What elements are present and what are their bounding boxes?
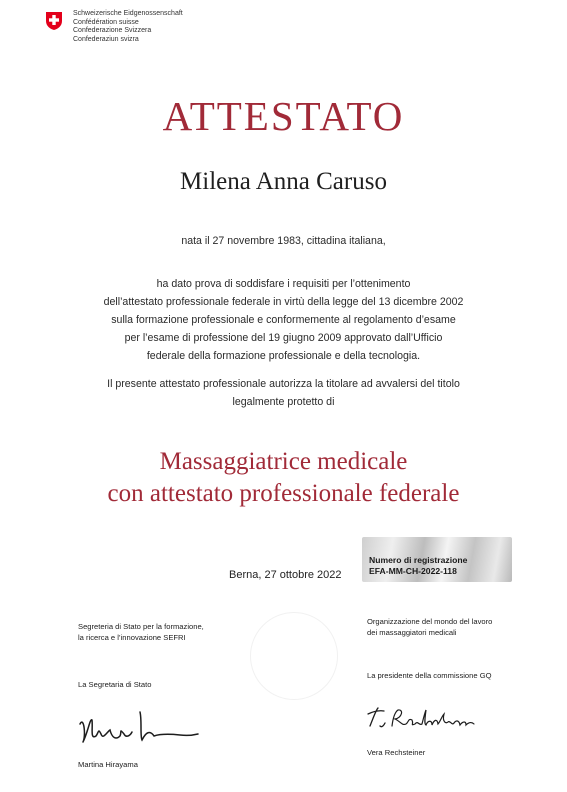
left-organization bbox=[78, 622, 204, 643]
registration-label: Numero di registrazione bbox=[369, 555, 468, 565]
registration-sticker bbox=[362, 537, 512, 582]
swiss-cross-icon bbox=[44, 11, 64, 31]
body-line: per l’esame di professione del 19 giugno 2009 approvato dall’Ufficio bbox=[124, 332, 443, 344]
holder-name: Milena Anna Caruso bbox=[180, 168, 387, 195]
right-organization-line: dei massaggiatori medicali bbox=[367, 627, 457, 637]
left-role: La Segretaria di Stato bbox=[78, 680, 152, 689]
birth-line: nata il 27 novembre 1983, cittadina italiana, bbox=[181, 235, 386, 247]
left-organization-line: Segreteria di Stato per la formazione, bbox=[78, 622, 204, 631]
right-role: La presidente della commissione GQ bbox=[367, 671, 492, 680]
right-organization-line: Organizzazione del mondo del lavoro bbox=[367, 617, 493, 626]
confederation-line: Schweizerische Eidgenossenschaft bbox=[73, 10, 183, 17]
confederation-line: Confédération suisse bbox=[73, 18, 139, 26]
registration-number: EFA-MM-CH-2022-118 bbox=[369, 566, 457, 576]
right-signatory-name: Vera Rechsteiner bbox=[367, 748, 426, 757]
left-signature bbox=[74, 706, 204, 746]
document-title: ATTESTATO bbox=[162, 93, 405, 139]
embossed-seal bbox=[250, 612, 338, 700]
body-line: federale della formazione professionale e della tecnologia. bbox=[146, 350, 421, 362]
authorization-line: Il presente attestato professionale autorizza la titolare ad avvalersi del titolo bbox=[107, 378, 460, 390]
body-line: sulla formazione professionale e conformemente al regolamento d’esame bbox=[111, 314, 456, 326]
body-line: ha dato prova di soddisfare i requisiti per l’ottenimento bbox=[156, 278, 411, 290]
right-signature bbox=[362, 704, 492, 734]
degree-subtitle: con attestato professionale federale bbox=[107, 480, 460, 507]
degree-title: Massaggiatrice medicale bbox=[159, 448, 408, 475]
authorization-line: legalmente protetto di bbox=[232, 396, 335, 408]
body-line: dell’attestato professionale federale in virtù della legge del 13 dicembre 2002 bbox=[103, 296, 464, 308]
left-signatory-name: Martina Hirayama bbox=[78, 760, 138, 769]
right-organization bbox=[367, 617, 492, 638]
confederation-line: Confederaziun svizra bbox=[73, 35, 139, 43]
left-organization-line: la ricerca e l’innovazione SEFRI bbox=[78, 632, 186, 642]
place-date: Berna, 27 ottobre 2022 bbox=[229, 569, 342, 581]
confederation-line: Confederazione Svizzera bbox=[73, 27, 152, 35]
confederation-name bbox=[73, 10, 183, 44]
